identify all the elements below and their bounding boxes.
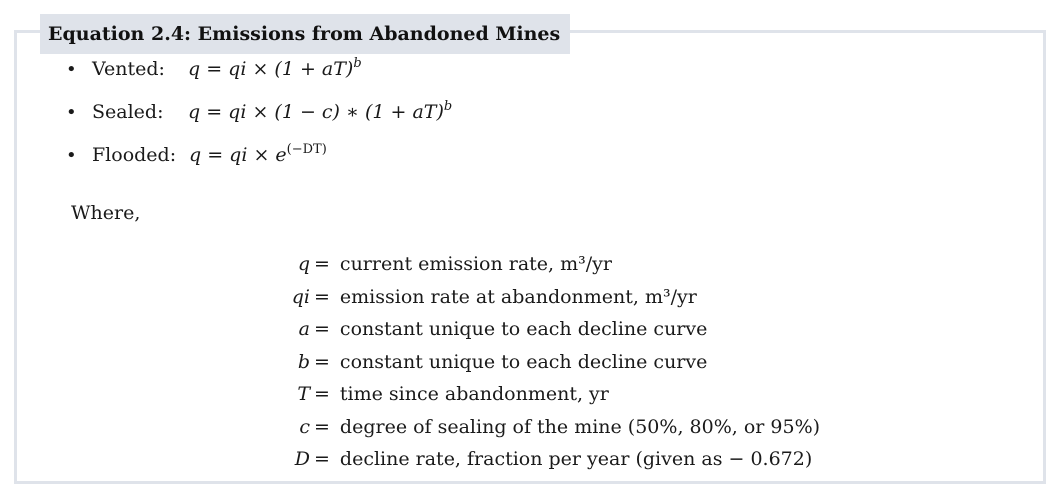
equation-title: [40, 14, 570, 54]
definition-description: emission rate at abandonment, m³/yr: [339, 285, 697, 308]
equation-item-vented: [66, 58, 452, 101]
definition-row: [250, 346, 820, 379]
equation-formula: [188, 101, 452, 123]
definition-row: [250, 443, 820, 476]
definition-row: [250, 313, 820, 346]
definition-row: [250, 411, 820, 444]
bullet-icon: •: [66, 145, 77, 166]
equals-sign: =: [314, 253, 330, 276]
definition-symbol: qi: [291, 285, 310, 308]
definition-description: constant unique to each decline curve: [339, 350, 708, 373]
definition-description: decline rate, fraction per year (given as − 0.672): [339, 448, 813, 471]
formula-exponent: (−DT): [286, 142, 327, 157]
formula-body: q = qi × (1 + aT): [188, 58, 354, 80]
formula-body: q = qi × (1 − c) ∗ (1 + aT): [188, 101, 444, 123]
definition-symbol: b: [297, 350, 310, 373]
bullet-icon: •: [66, 59, 77, 80]
equation-title-text: Equation 2.4: Emissions from Abandoned Mines: [48, 23, 561, 45]
definition-symbol: c: [299, 415, 310, 438]
definition-description: time since abandonment, yr: [339, 383, 609, 406]
definition-symbol: q: [297, 253, 310, 276]
definition-symbol: T: [297, 383, 310, 406]
bullet-icon: •: [66, 102, 77, 123]
equation-list: [66, 58, 452, 187]
formula-body: q = qi × e: [189, 144, 287, 166]
equation-formula: [189, 144, 327, 166]
definition-description: current emission rate, m³/yr: [339, 253, 612, 276]
equals-sign: =: [314, 285, 330, 308]
formula-exponent: b: [443, 99, 453, 114]
where-label: Where,: [71, 202, 141, 224]
equation-formula: [188, 58, 362, 80]
definition-row: [250, 378, 820, 411]
equals-sign: =: [314, 448, 330, 471]
definition-row: [250, 281, 820, 314]
equation-item-sealed: [66, 101, 452, 144]
definition-symbol: a: [298, 318, 310, 341]
equation-item-flooded: [66, 144, 452, 187]
equation-label: Sealed:: [92, 101, 164, 123]
equation-label: Vented:: [92, 58, 165, 80]
equals-sign: =: [314, 383, 330, 406]
definition-description: constant unique to each decline curve: [339, 318, 708, 341]
equation-label: Flooded:: [92, 144, 177, 166]
equals-sign: =: [314, 415, 330, 438]
formula-exponent: b: [353, 56, 362, 71]
definitions-table: [250, 248, 820, 476]
definition-symbol: D: [294, 448, 310, 471]
equals-sign: =: [314, 350, 330, 373]
equals-sign: =: [314, 318, 330, 341]
definition-row: [250, 248, 820, 281]
definition-description: degree of sealing of the mine (50%, 80%, or 95%): [339, 415, 821, 438]
